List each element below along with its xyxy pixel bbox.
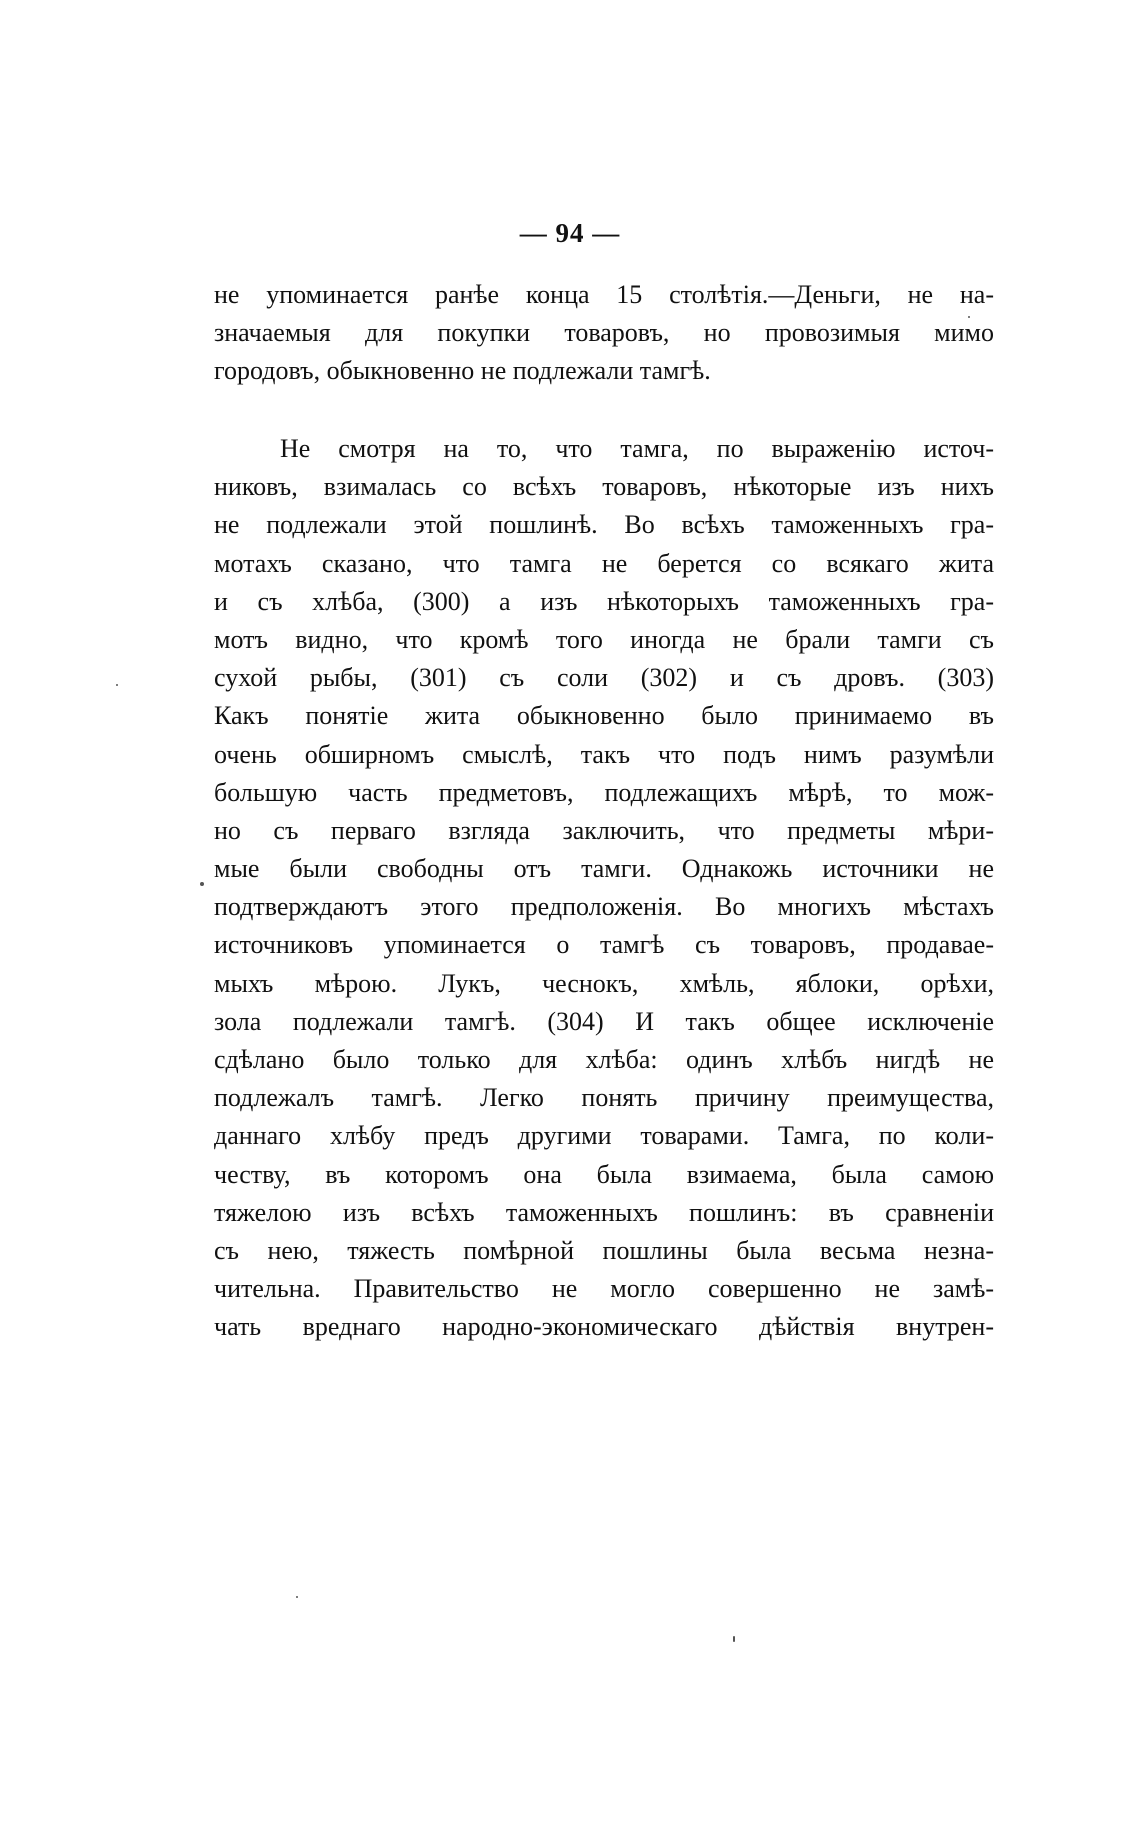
text-line: и съ хлѣба, (300) а изъ нѣкоторыхъ таможенныхъ гра-: [214, 586, 994, 616]
text-line: съ нею, тяжесть помѣрной пошлины была весьма незна-: [214, 1235, 994, 1265]
paragraph-2: [214, 430, 994, 1347]
text-line: подлежалъ тамгѣ. Легко понять причину преимущества,: [214, 1083, 994, 1113]
text-line: зола подлежали тамгѣ. (304) И такъ общее исключеніе: [214, 1006, 994, 1036]
text-line: никовъ, взималась со всѣхъ товаровъ, нѣкоторые изъ нихъ: [214, 472, 994, 502]
text-line: мотахъ сказано, что тамга не берется со всякаго жита: [214, 548, 994, 578]
text-line: городовъ, обыкновенно не подлежали тамгѣ.: [214, 356, 711, 386]
scan-speck: [116, 684, 118, 686]
text-line: не упоминается ранѣе конца 15 столѣтія.—Деньги, не на-: [214, 280, 994, 309]
scan-speck: [733, 1636, 735, 1642]
text-line: Не смотря на то, что тамга, по выраженію источ-: [280, 434, 994, 463]
paragraph-1: [214, 276, 994, 391]
text-line: мотъ видно, что кромѣ того иногда не брали тамги съ: [214, 624, 994, 654]
text-line: но съ перваго взгляда заключить, что предметы мѣри-: [214, 815, 994, 845]
scan-speck: [296, 1596, 298, 1598]
text-line: большую часть предметовъ, подлежащихъ мѣрѣ, то мож-: [214, 777, 994, 807]
text-line: значаемыя для покупки товаровъ, но провозимыя мимо: [214, 318, 994, 348]
text-line: подтверждаютъ этого предположенія. Во многихъ мѣстахъ: [214, 892, 994, 922]
text-line: не подлежали этой пошлинѣ. Во всѣхъ таможенныхъ гра-: [214, 510, 994, 540]
text-line: сухой рыбы, (301) съ соли (302) и съ дровъ. (303): [214, 663, 994, 693]
text-line: очень обширномъ смыслѣ, такъ что подъ нимъ разумѣли: [214, 739, 994, 769]
page-number: — 94 —: [519, 218, 621, 248]
text-line: мыхъ мѣрою. Лукъ, чеснокъ, хмѣль, яблоки, орѣхи,: [214, 968, 994, 998]
scan-speck: [200, 882, 204, 886]
text-line: Какъ понятіе жита обыкновенно было принимаемо въ: [214, 701, 994, 731]
text-line: мые были свободны отъ тамги. Однакожь источники не: [214, 854, 994, 884]
text-line: источниковъ упоминается о тамгѣ съ товаровъ, продавае-: [214, 930, 994, 960]
text-line: чать вреднаго народно-экономическаго дѣйствія внутрен-: [214, 1312, 994, 1342]
text-line: тяжелою изъ всѣхъ таможенныхъ пошлинъ: въ сравненіи: [214, 1197, 994, 1227]
text-line: честву, въ которомъ она была взимаема, была самою: [214, 1159, 994, 1189]
text-line: сдѣлано было только для хлѣба: одинъ хлѣбъ нигдѣ не: [214, 1045, 994, 1074]
scan-speck: [968, 316, 970, 318]
text-line: даннаго хлѣбу предъ другими товарами. Тамга, по коли-: [214, 1121, 994, 1151]
text-line: чительна. Правительство не могло совершенно не замѣ-: [214, 1274, 994, 1304]
